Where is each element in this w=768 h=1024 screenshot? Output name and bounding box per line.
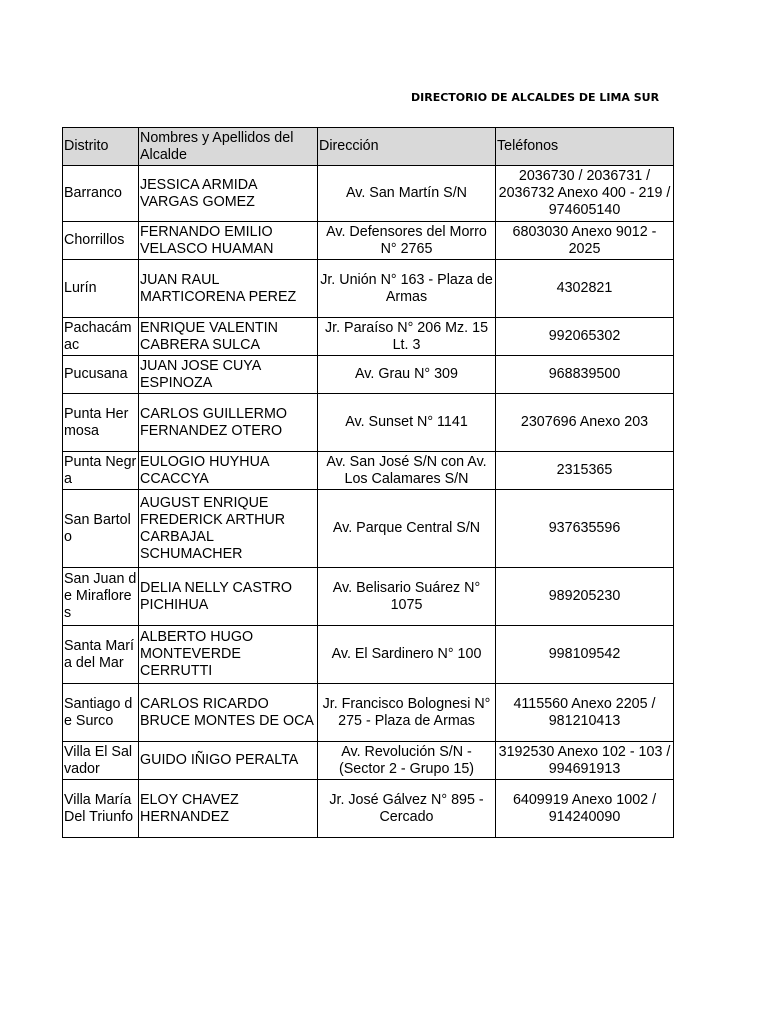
table-row [63,356,674,394]
mayors-directory-table [62,127,674,838]
cell-telefono: 4115560 Anexo 2205 / 981210413 [496,684,674,742]
cell-distrito: Villa María Del Triunfo [63,780,139,838]
cell-distrito: Pachacámac [63,318,139,356]
table-row [63,626,674,684]
table-header-row [63,128,674,166]
table-row [63,318,674,356]
cell-distrito: Santiago de Surco [63,684,139,742]
cell-telefono: 6409919 Anexo 1002 / 914240090 [496,780,674,838]
cell-telefono: 6803030 Anexo 9012 - 2025 [496,222,674,260]
cell-distrito: San Juan de Miraflores [63,568,139,626]
table-row [63,452,674,490]
cell-distrito: Santa María del Mar [63,626,139,684]
table-row [63,166,674,222]
cell-direccion: Av. Sunset N° 1141 [318,394,496,452]
table-row [63,742,674,780]
table-row [63,394,674,452]
cell-nombre: AUGUST ENRIQUE FREDERICK ARTHUR CARBAJAL SCHUMACHER [139,490,318,568]
cell-telefono: 998109542 [496,626,674,684]
header-direccion: Dirección [318,128,496,166]
cell-direccion: Av. San José S/N con Av. Los Calamares S/N [318,452,496,490]
cell-distrito: San Bartolo [63,490,139,568]
cell-distrito: Villa El Salvador [63,742,139,780]
cell-nombre: JUAN RAUL MARTICORENA PEREZ [139,260,318,318]
cell-distrito: Barranco [63,166,139,222]
table-row [63,490,674,568]
cell-direccion: Av. Defensores del Morro N° 2765 [318,222,496,260]
table-row [63,222,674,260]
cell-distrito: Pucusana [63,356,139,394]
cell-nombre: ALBERTO HUGO MONTEVERDE CERRUTTI [139,626,318,684]
cell-distrito: Punta Hermosa [63,394,139,452]
cell-nombre: ENRIQUE VALENTIN CABRERA SULCA [139,318,318,356]
cell-direccion: Av. San Martín S/N [318,166,496,222]
cell-direccion: Jr. Unión N° 163 - Plaza de Armas [318,260,496,318]
cell-nombre: GUIDO IÑIGO PERALTA [139,742,318,780]
cell-nombre: CARLOS RICARDO BRUCE MONTES DE OCA [139,684,318,742]
table-row [63,684,674,742]
table-row [63,780,674,838]
cell-distrito: Lurín [63,260,139,318]
cell-nombre: FERNANDO EMILIO VELASCO HUAMAN [139,222,318,260]
cell-telefono: 989205230 [496,568,674,626]
cell-telefono: 3192530 Anexo 102 - 103 / 994691913 [496,742,674,780]
cell-telefono: 937635596 [496,490,674,568]
document-title: DIRECTORIO DE ALCALDES DE LIMA SUR [411,91,660,104]
cell-telefono: 4302821 [496,260,674,318]
cell-direccion: Av. Belisario Suárez N° 1075 [318,568,496,626]
cell-nombre: ELOY CHAVEZ HERNANDEZ [139,780,318,838]
cell-direccion: Av. Parque Central S/N [318,490,496,568]
table-body [63,166,674,838]
cell-direccion: Av. El Sardinero N° 100 [318,626,496,684]
header-nombre: Nombres y Apellidos del Alcalde [139,128,318,166]
cell-nombre: JESSICA ARMIDA VARGAS GOMEZ [139,166,318,222]
cell-distrito: Chorrillos [63,222,139,260]
cell-telefono: 968839500 [496,356,674,394]
cell-telefono: 2036730 / 2036731 / 2036732 Anexo 400 - 219 / 974605140 [496,166,674,222]
cell-distrito: Punta Negra [63,452,139,490]
cell-direccion: Jr. Paraíso N° 206 Mz. 15 Lt. 3 [318,318,496,356]
table-row [63,260,674,318]
cell-direccion: Av. Grau N° 309 [318,356,496,394]
cell-nombre: DELIA NELLY CASTRO PICHIHUA [139,568,318,626]
cell-direccion: Av. Revolución S/N - (Sector 2 - Grupo 15) [318,742,496,780]
header-distrito: Distrito [63,128,139,166]
cell-telefono: 2315365 [496,452,674,490]
cell-nombre: CARLOS GUILLERMO FERNANDEZ OTERO [139,394,318,452]
cell-nombre: EULOGIO HUYHUA CCACCYA [139,452,318,490]
cell-direccion: Jr. José Gálvez N° 895 - Cercado [318,780,496,838]
cell-nombre: JUAN JOSE CUYA ESPINOZA [139,356,318,394]
header-telefonos: Teléfonos [496,128,674,166]
table-row [63,568,674,626]
cell-direccion: Jr. Francisco Bolognesi N° 275 - Plaza de Armas [318,684,496,742]
cell-telefono: 992065302 [496,318,674,356]
cell-telefono: 2307696 Anexo 203 [496,394,674,452]
